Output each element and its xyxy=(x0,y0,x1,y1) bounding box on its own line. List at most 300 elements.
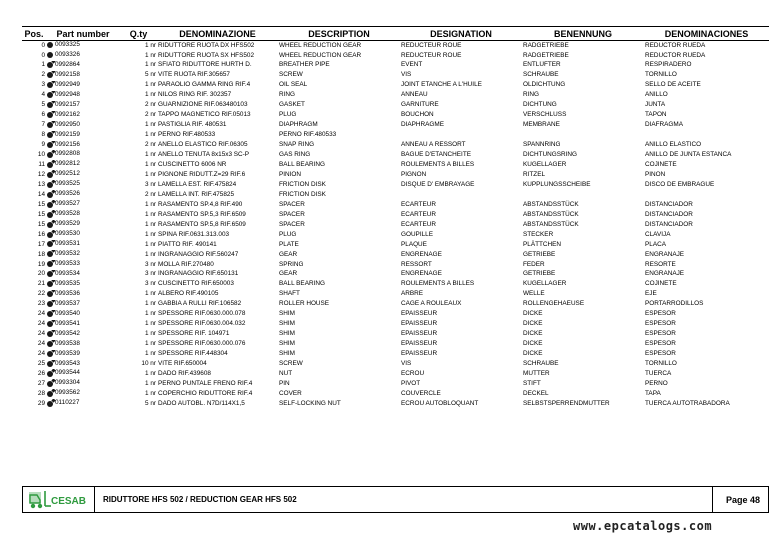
table-row xyxy=(22,360,769,370)
row-pos: 15 xyxy=(37,200,45,208)
header-part-number: Part number xyxy=(46,27,120,41)
table-row xyxy=(22,141,769,151)
table-header-row xyxy=(22,27,769,41)
table-row xyxy=(22,61,769,71)
row-denominazione: LAMELLA INT. RIF.475825 xyxy=(158,190,235,198)
row-qty: 1 nr xyxy=(144,51,156,59)
row-qty: 1 nr xyxy=(144,379,156,387)
row-denominazione: RASAMENTO SP.5,8 RIF.6509 xyxy=(158,220,246,228)
part-pin-icon xyxy=(47,212,53,218)
row-pos: 2 xyxy=(41,71,45,79)
part-number-text: 0992948 xyxy=(55,90,80,98)
row-denominaciones: RESORTE xyxy=(645,260,676,268)
part-pin-icon xyxy=(47,202,53,208)
row-denominazione: PASTIGLIA RIF. 480531 xyxy=(158,121,227,129)
row-qty: 5 nr xyxy=(144,71,156,79)
table-row xyxy=(22,121,769,131)
row-qty: 1 nr xyxy=(144,131,156,139)
part-dot-icon xyxy=(47,52,53,58)
part-number-text: 0993536 xyxy=(55,289,80,297)
row-designation: PLAQUE xyxy=(401,240,427,248)
part-pin-icon xyxy=(47,92,53,98)
row-pos: 8 xyxy=(41,131,45,139)
row-benennung: KUGELLAGER xyxy=(523,160,567,168)
row-denominaciones: ESPESOR xyxy=(645,350,676,358)
row-part-number xyxy=(46,170,120,180)
part-pin-icon xyxy=(47,341,53,347)
row-denominaciones: ESPESOR xyxy=(645,320,676,328)
row-part-number xyxy=(46,360,120,370)
part-number-text: 0993528 xyxy=(55,210,80,218)
row-designation: ANNEAU xyxy=(401,91,428,99)
table-row xyxy=(22,330,769,340)
row-part-number xyxy=(46,230,120,240)
row-description: SHIM xyxy=(279,320,295,328)
row-designation: ROULEMENTS A BILLES xyxy=(401,160,475,168)
row-designation: JOINT ETANCHE A L'HUILE xyxy=(401,81,482,89)
row-pos: 9 xyxy=(41,141,45,149)
row-designation: REDUCTEUR ROUE xyxy=(401,51,462,59)
row-designation: ENGRENAGE xyxy=(401,270,442,278)
row-benennung: ROLLENGEHAEUSE xyxy=(523,300,585,308)
row-benennung: KUGELLAGER xyxy=(523,280,567,288)
row-pos: 17 xyxy=(37,240,45,248)
row-pos: 24 xyxy=(37,310,45,318)
row-denominaciones: PLACA xyxy=(645,240,666,248)
row-qty: 5 nr xyxy=(144,399,156,407)
row-denominazione: CUSCINETTO 6006 NR xyxy=(158,160,227,168)
row-description: SELF-LOCKING NUT xyxy=(279,399,341,407)
part-pin-icon xyxy=(47,401,53,407)
table-row xyxy=(22,290,769,300)
row-benennung: STECKER xyxy=(523,230,554,238)
row-description: OIL SEAL xyxy=(279,81,308,89)
row-designation: BOUCHON xyxy=(401,111,434,119)
part-number-text: 0993530 xyxy=(55,230,80,238)
row-denominaciones xyxy=(644,131,769,141)
row-denominazione: PERNO RIF.480533 xyxy=(158,131,216,139)
row-pos: 16 xyxy=(37,230,45,238)
row-denominaciones: DIAFRAGMA xyxy=(645,121,683,129)
row-pos: 15 xyxy=(37,220,45,228)
part-number-text: 0993304 xyxy=(55,379,80,387)
row-denominazione: VITE RIF.650004 xyxy=(158,360,207,368)
forklift-icon xyxy=(27,489,53,511)
part-pin-icon xyxy=(47,142,53,148)
row-qty: 1 nr xyxy=(144,210,156,218)
page-number: Page 48 xyxy=(725,495,760,505)
row-denominaciones: RESPIRADERO xyxy=(645,61,692,69)
row-denominazione: CUSCINETTO RIF.650003 xyxy=(158,280,234,288)
row-description: SCREW xyxy=(279,71,303,79)
page-number-box xyxy=(712,487,768,512)
row-qty: 1 nr xyxy=(144,370,156,377)
row-pos: 23 xyxy=(37,300,45,308)
row-designation: ROULEMENTS A BILLES xyxy=(401,280,475,288)
row-description: GEAR xyxy=(279,250,298,258)
row-description: SCREW xyxy=(279,360,303,368)
row-description: GASKET xyxy=(279,101,305,109)
row-benennung: DICHTUNG xyxy=(523,101,557,109)
row-description: BALL BEARING xyxy=(279,280,325,288)
row-benennung: RING xyxy=(523,91,539,99)
row-qty: 1 nr xyxy=(144,61,156,69)
row-benennung: VERSCHLUSS xyxy=(523,111,567,119)
row-denominaciones: ENGRANAJE xyxy=(645,270,685,278)
part-number-text: 0993544 xyxy=(55,369,80,377)
row-part-number xyxy=(46,320,120,330)
part-pin-icon xyxy=(47,271,53,277)
row-denominazione: RASAMENTO SP.4,8 RIF.490 xyxy=(158,200,243,208)
row-benennung: DICKE xyxy=(523,320,543,328)
row-benennung: SCHRAUBE xyxy=(523,71,559,79)
part-pin-icon xyxy=(47,192,53,198)
row-qty: 1 nr xyxy=(144,330,156,338)
row-part-number xyxy=(46,91,120,101)
row-description: BREATHER PIPE xyxy=(279,61,330,69)
row-denominaciones: ANILLO DE JUNTA ESTANCA xyxy=(645,151,732,159)
row-qty: 1 nr xyxy=(144,350,156,358)
part-pin-icon xyxy=(47,331,53,337)
row-description: WHEEL REDUCTION GEAR xyxy=(279,41,362,49)
row-denominaciones: PINON xyxy=(645,170,666,178)
row-benennung xyxy=(522,131,644,141)
footer-title: RIDUTTORE HFS 502 / REDUCTION GEAR HFS 502 xyxy=(103,495,297,504)
row-benennung: GETRIEBE xyxy=(523,250,556,258)
row-description: SHAFT xyxy=(279,290,300,298)
row-designation: VIS xyxy=(401,71,412,79)
row-part-number xyxy=(46,220,120,230)
part-dot-icon xyxy=(47,42,53,48)
row-pos: 15 xyxy=(37,210,45,218)
row-pos: 13 xyxy=(37,180,45,188)
row-qty: 1 nr xyxy=(144,170,156,178)
row-denominazione: LAMELLA EST. RIF.475824 xyxy=(158,180,237,188)
row-description: GAS RING xyxy=(279,151,311,159)
row-denominazione: RIDUTTORE RUOTA SX HFS502 xyxy=(158,51,254,59)
part-number-text: 0992950 xyxy=(55,120,80,128)
row-qty: 1 nr xyxy=(144,230,156,238)
row-denominazione: INGRANAGGIO RIF.650131 xyxy=(158,270,239,278)
part-number-text: 0993541 xyxy=(55,319,80,327)
row-benennung: DICKE xyxy=(523,340,543,348)
row-denominaciones xyxy=(644,190,769,200)
row-part-number xyxy=(46,399,120,409)
part-number-text: 0992808 xyxy=(55,150,80,158)
row-designation: VIS xyxy=(401,360,412,368)
row-part-number xyxy=(46,61,120,71)
row-pos: 4 xyxy=(41,91,45,99)
row-part-number xyxy=(46,81,120,91)
row-part-number xyxy=(46,150,120,160)
row-designation: GARNITURE xyxy=(401,101,439,109)
watermark[interactable]: www.epcatalogs.com xyxy=(573,519,713,533)
row-designation: REDUCTEUR ROUE xyxy=(401,41,462,49)
row-designation: ECARTEUR xyxy=(401,220,437,228)
part-number-text: 0993527 xyxy=(55,200,80,208)
row-part-number xyxy=(46,71,120,81)
parts-table-body xyxy=(22,41,769,410)
table-row xyxy=(22,350,769,360)
row-denominaciones: DISTANCIADOR xyxy=(645,210,693,218)
row-benennung: RADGETRIEBE xyxy=(523,41,569,49)
row-designation: EPAISSEUR xyxy=(401,320,438,328)
part-pin-icon xyxy=(47,301,53,307)
row-benennung: ABSTANDSSTÜCK xyxy=(523,210,579,218)
table-row xyxy=(22,310,769,320)
part-pin-icon xyxy=(47,222,53,228)
row-part-number xyxy=(46,101,120,111)
row-description: GEAR xyxy=(279,270,298,278)
row-part-number xyxy=(46,330,120,340)
row-designation: ECARTEUR xyxy=(401,200,437,208)
table-row xyxy=(22,200,769,210)
part-pin-icon xyxy=(47,361,53,367)
part-pin-icon xyxy=(47,152,53,158)
row-designation: COUVERCLE xyxy=(401,389,441,397)
row-benennung: DECKEL xyxy=(523,389,549,397)
part-pin-icon xyxy=(47,391,53,397)
row-denominazione: COPERCHIO RIDUTTORE RIF.4 xyxy=(158,389,253,397)
row-denominazione: RASAMENTO SP.5,3 RIF.6509 xyxy=(158,210,246,218)
table-row xyxy=(22,111,769,121)
row-denominazione: SPESSORE RIF.0630.000.078 xyxy=(158,310,246,318)
row-designation: PIVOT xyxy=(401,379,421,387)
row-denominazione: DADO AUTOBL. N7D/114X1,5 xyxy=(158,399,245,407)
row-qty: 1 nr xyxy=(144,389,156,397)
row-pos: 24 xyxy=(37,320,45,328)
row-part-number xyxy=(46,180,120,190)
row-benennung: ABSTANDSSTÜCK xyxy=(523,220,579,228)
row-description: NUT xyxy=(279,370,293,377)
row-description: SNAP RING xyxy=(279,141,315,149)
row-designation: PIGNON xyxy=(401,170,427,178)
row-pos: 29 xyxy=(37,399,45,407)
row-denominaciones: TORNILLO xyxy=(645,71,677,79)
row-benennung: KUPPLUNGSSCHEIBE xyxy=(523,180,591,188)
row-description: ROLLER HOUSE xyxy=(279,300,330,308)
row-pos: 7 xyxy=(41,121,45,129)
row-pos: 3 xyxy=(41,81,45,89)
row-benennung: SELBSTSPERRENDMUTTER xyxy=(523,399,610,407)
row-part-number xyxy=(46,340,120,350)
parts-sheet xyxy=(22,26,769,409)
row-denominaciones: REDUCTOR RUEDA xyxy=(645,51,706,59)
part-number-text: 0992512 xyxy=(55,170,80,178)
table-row xyxy=(22,250,769,260)
table-row xyxy=(22,210,769,220)
row-denominazione: SPESSORE RIF.0630.004.032 xyxy=(158,320,246,328)
row-qty: 3 nr xyxy=(144,180,156,188)
row-denominaciones: PERNO xyxy=(645,379,668,387)
table-row xyxy=(22,399,769,409)
row-denominazione: INGRANAGGIO RIF.560247 xyxy=(158,250,239,258)
part-number-text: 0993539 xyxy=(55,349,80,357)
row-denominaciones: ESPESOR xyxy=(645,310,676,318)
part-pin-icon xyxy=(47,62,53,68)
part-pin-icon xyxy=(47,182,53,188)
row-denominazione: VITE RUOTA RIF.305657 xyxy=(158,71,230,79)
row-pos: 18 xyxy=(37,250,45,258)
row-pos: 24 xyxy=(37,330,45,338)
row-benennung xyxy=(522,190,644,200)
part-number-text: 0992812 xyxy=(55,160,80,168)
table-row xyxy=(22,260,769,270)
row-denominaciones: DISTANCIADOR xyxy=(645,200,693,208)
part-pin-icon xyxy=(47,351,53,357)
part-number-text: 0992159 xyxy=(55,130,80,138)
part-pin-icon xyxy=(47,311,53,317)
row-denominaciones: EJE xyxy=(645,290,657,298)
row-designation xyxy=(400,190,522,200)
part-number-text: 0993537 xyxy=(55,299,80,307)
part-pin-icon xyxy=(47,261,53,267)
row-designation: BAGUE D'ETANCHEITE xyxy=(401,151,471,159)
row-pos: 6 xyxy=(41,111,45,119)
row-designation: EPAISSEUR xyxy=(401,310,438,318)
row-denominaciones: REDUCTOR RUEDA xyxy=(645,41,706,49)
table-row xyxy=(22,101,769,111)
row-qty: 2 nr xyxy=(144,101,156,109)
row-designation: ARBRE xyxy=(401,290,424,298)
row-description: PIN xyxy=(279,379,290,387)
row-qty: 10 nr xyxy=(141,360,156,368)
row-denominazione: PARAOLIO GAMMA RING RIF.4 xyxy=(158,81,251,89)
row-benennung: WELLE xyxy=(523,290,545,298)
table-row xyxy=(22,190,769,200)
table-row xyxy=(22,379,769,389)
row-denominaciones: COJINETE xyxy=(645,160,677,168)
part-number-text: 0993526 xyxy=(55,190,80,198)
row-denominazione: SFIATO RIDUTTORE HURTH D. xyxy=(158,61,252,69)
row-qty: 1 nr xyxy=(144,121,156,129)
row-part-number xyxy=(46,260,120,270)
row-qty: 1 nr xyxy=(144,151,156,159)
row-designation: EPAISSEUR xyxy=(401,340,438,348)
row-designation: DISQUE D' EMBRAYAGE xyxy=(401,180,475,188)
row-designation: CAGE A ROULEAUX xyxy=(401,300,462,308)
table-row xyxy=(22,81,769,91)
part-number-text: 0993529 xyxy=(55,220,80,228)
row-description: PLUG xyxy=(279,230,297,238)
part-pin-icon xyxy=(47,381,53,387)
part-number-text: 0093326 xyxy=(55,50,80,58)
row-pos: 26 xyxy=(37,370,45,377)
table-row xyxy=(22,369,769,379)
row-designation: ENGRENAGE xyxy=(401,250,442,258)
row-benennung: MEMBRANE xyxy=(523,121,560,129)
row-qty: 1 nr xyxy=(144,160,156,168)
row-part-number xyxy=(46,160,120,170)
row-description: SPACER xyxy=(279,200,305,208)
header-pos: Pos. xyxy=(22,27,46,41)
row-denominaciones: TUERCA AUTOTRABADORA xyxy=(645,399,730,407)
row-denominazione: ALBERO RIF.490105 xyxy=(158,290,219,298)
row-qty: 3 nr xyxy=(144,270,156,278)
row-pos: 20 xyxy=(37,270,45,278)
row-pos: 0 xyxy=(41,51,45,59)
row-qty: 2 nr xyxy=(144,190,156,198)
row-part-number xyxy=(46,51,120,61)
row-benennung: DICKE xyxy=(523,350,543,358)
part-pin-icon xyxy=(47,241,53,247)
row-designation: ECROU xyxy=(401,370,425,377)
row-denominazione: PIATTO RIF. 490141 xyxy=(158,240,217,248)
table-row xyxy=(22,270,769,280)
row-pos: 22 xyxy=(37,290,45,298)
row-denominaciones: TAPON xyxy=(645,111,667,119)
row-description: PLATE xyxy=(279,240,299,248)
part-number-text: 0992158 xyxy=(55,70,80,78)
table-row xyxy=(22,170,769,180)
header-designation: DESIGNATION xyxy=(400,27,522,41)
row-description: DIAPHRAGM xyxy=(279,121,318,129)
row-part-number xyxy=(46,240,120,250)
part-pin-icon xyxy=(47,162,53,168)
row-qty: 1 nr xyxy=(144,340,156,348)
row-denominazione: GUARNIZIONE RIF.063480103 xyxy=(158,101,248,109)
row-part-number xyxy=(46,389,120,399)
row-part-number xyxy=(46,141,120,151)
part-number-text: 0993533 xyxy=(55,259,80,267)
table-row xyxy=(22,230,769,240)
header-denominaciones: DENOMINACIONES xyxy=(644,27,769,41)
row-denominazione: SPINA RIF.0631.313.003 xyxy=(158,230,230,238)
row-benennung: SCHRAUBE xyxy=(523,360,559,368)
row-pos: 25 xyxy=(37,360,45,368)
part-pin-icon xyxy=(47,122,53,128)
table-row xyxy=(22,340,769,350)
part-pin-icon xyxy=(47,291,53,297)
row-pos: 24 xyxy=(37,340,45,348)
row-part-number xyxy=(46,350,120,360)
row-description: FRICTION DISK xyxy=(279,180,326,188)
part-number-text: 0993534 xyxy=(55,269,80,277)
row-part-number xyxy=(46,131,120,141)
row-part-number xyxy=(46,270,120,280)
row-denominazione: NILOS RING RIF. 302357 xyxy=(158,91,232,99)
cesab-logo xyxy=(23,487,95,512)
row-qty: 1 nr xyxy=(144,41,156,49)
part-number-text: 0992156 xyxy=(55,140,80,148)
row-qty: 1 nr xyxy=(144,240,156,248)
part-number-text: 0993525 xyxy=(55,180,80,188)
row-denominazione: RIDUTTORE RUOTA DX HFS502 xyxy=(158,41,255,49)
table-row xyxy=(22,91,769,101)
part-pin-icon xyxy=(47,281,53,287)
row-designation: DIAPHRAGME xyxy=(401,121,444,129)
row-denominaciones: DISCO DE EMBRAGUE xyxy=(645,180,715,188)
row-denominaciones: COJINETE xyxy=(645,280,677,288)
row-qty: 1 nr xyxy=(144,300,156,308)
part-number-text: 0992949 xyxy=(55,80,80,88)
table-row xyxy=(22,180,769,190)
table-row xyxy=(22,131,769,141)
table-row xyxy=(22,41,769,51)
row-benennung: PLÄTTCHEN xyxy=(523,240,561,248)
row-denominazione: DADO RIF.439608 xyxy=(158,370,211,377)
row-qty: 1 nr xyxy=(144,290,156,298)
row-part-number xyxy=(46,300,120,310)
row-designation xyxy=(400,131,522,141)
table-row xyxy=(22,320,769,330)
part-pin-icon xyxy=(47,112,53,118)
row-description: COVER xyxy=(279,389,302,397)
table-row xyxy=(22,160,769,170)
row-benennung: STIFT xyxy=(523,379,541,387)
row-part-number xyxy=(46,280,120,290)
row-designation: ECROU AUTOBLOQUANT xyxy=(401,399,479,407)
